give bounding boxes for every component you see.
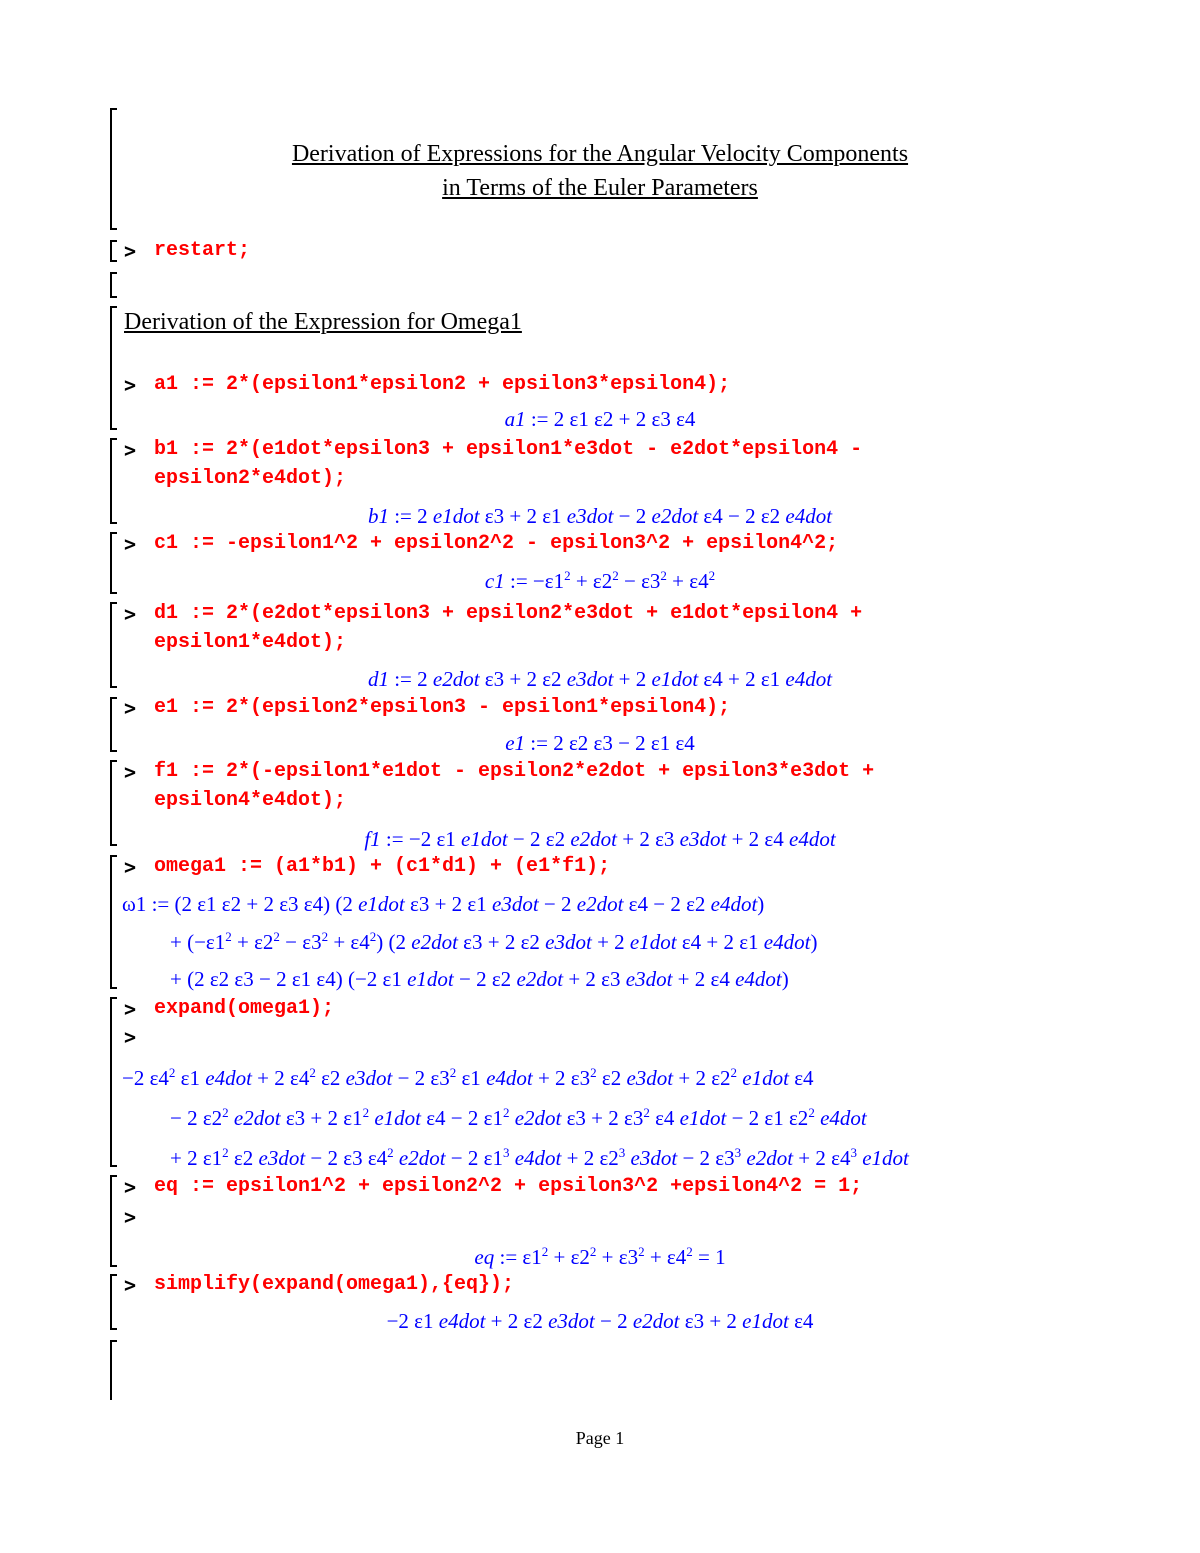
- section-title: Derivation of the Expression for Omega1: [124, 309, 522, 335]
- c1-output: c1 := $-\varepsilon 1^2 + \varepsilon 2^2 - \varepsilon 3^2 + \varepsilon 4^2$: [484, 568, 716, 593]
- eq-input[interactable]: eq := epsilon1^2 + epsilon2^2 + epsilon3^2 +epsilon4^2 = 1;: [154, 1175, 863, 1198]
- b1-output: b1 := 2 e1dot ε3 + 2 ε1 e3dot − 2 e2dot ε4 − 2 ε2 e4dot: [367, 504, 833, 528]
- input-prompt: >: [124, 1175, 137, 1199]
- a1-input[interactable]: a1 := 2*(epsilon1*epsilon2 + epsilon3*epsilon4);: [154, 373, 731, 396]
- input-prompt: >: [124, 532, 137, 556]
- group-bracket-empty: [110, 272, 112, 298]
- group-bracket-trailing: [110, 1340, 112, 1400]
- input-prompt: >: [124, 438, 137, 462]
- omega1-output-line2: + $(-\varepsilon 1^2 + \varepsilon 2^2 - \varepsilon 3^2 + \varepsilon 4^2)$ (2 e2dot ε3 + 2 ε2 e3dot + 2 e1dot ε4 + 2 ε1 e4dot): [170, 929, 818, 954]
- input-prompt: >: [124, 997, 137, 1021]
- a1-output: a1 := 2 ε1 ε2 + 2 ε3 ε4: [504, 407, 696, 431]
- input-prompt: >: [124, 239, 137, 263]
- input-prompt-empty[interactable]: >: [124, 1205, 137, 1229]
- input-prompt: >: [124, 373, 137, 397]
- input-prompt: >: [124, 696, 137, 720]
- expand-output-line3: + 2 $\varepsilon 1^2$ ε2 e3dot − 2 ε3 $\varepsilon 4^2$ e2dot − 2 $\varepsilon 1^3$ e4dot + 2 $\varepsilon 2^3$ e3dot − 2 $\varepsilon 3^3$ e2dot + 2 $\varepsilon 4^3$ e1dot: [170, 1145, 909, 1170]
- restart-command[interactable]: restart;: [154, 239, 251, 262]
- d1-output: d1 := 2 e2dot ε3 + 2 ε2 e3dot + 2 e1dot ε4 + 2 ε1 e4dot: [367, 667, 833, 691]
- page-number: Page 1: [575, 1428, 625, 1448]
- f1-input-line2[interactable]: epsilon4*e4dot);: [154, 789, 347, 812]
- expand-output-line1: −2 $\varepsilon 4^2$ ε1 e4dot + 2 $\varepsilon 4^2$ ε2 e3dot − 2 $\varepsilon 3^2$ ε1 e4dot + 2 $\varepsilon 3^2$ ε2 e3dot + 2 $\varepsilon 2^2$ e1dot ε4: [122, 1065, 814, 1090]
- e1-input[interactable]: e1 := 2*(epsilon2*epsilon3 - epsilon1*epsilon4);: [154, 696, 731, 719]
- d1-input-line1[interactable]: d1 := 2*(e2dot*epsilon3 + epsilon2*e3dot + e1dot*epsilon4 +: [154, 602, 863, 625]
- document-title-line1: Derivation of Expressions for the Angular Velocity Components: [291, 141, 909, 167]
- f1-input-line1[interactable]: f1 := 2*(-epsilon1*e1dot - epsilon2*e2dot + epsilon3*e3dot +: [154, 760, 875, 783]
- omega1-output-line1: ω1 := (2 ε1 ε2 + 2 ε3 ε4) (2 e1dot ε3 + 2 ε1 e3dot − 2 e2dot ε4 − 2 ε2 e4dot): [122, 892, 765, 916]
- b1-input-line1[interactable]: b1 := 2*(e1dot*epsilon3 + epsilon1*e3dot - e2dot*epsilon4 -: [154, 438, 863, 461]
- document-title-line2: in Terms of the Euler Parameters: [442, 175, 758, 201]
- simplify-output: −2 ε1 e4dot + 2 ε2 e3dot − 2 e2dot ε3 + 2 e1dot ε4: [386, 1309, 814, 1333]
- group-bracket-omega1: [110, 855, 112, 989]
- omega1-input[interactable]: omega1 := (a1*b1) + (c1*d1) + (e1*f1);: [154, 855, 611, 878]
- group-bracket-restart: [110, 240, 112, 262]
- input-prompt: >: [124, 602, 137, 626]
- d1-input-line2[interactable]: epsilon1*e4dot);: [154, 631, 347, 654]
- f1-output: f1 := −2 ε1 e1dot − 2 ε2 e2dot + 2 ε3 e3dot + 2 ε4 e4dot: [364, 827, 836, 851]
- input-prompt: >: [124, 1273, 137, 1297]
- group-bracket-expand: [110, 997, 112, 1167]
- expand-output-line2: − 2 $\varepsilon 2^2$ e2dot ε3 + 2 $\varepsilon 1^2$ e1dot ε4 − 2 $\varepsilon 1^2$ e2dot ε3 + 2 $\varepsilon 3^2$ ε4 e1dot − 2 ε1 $\varepsilon 2^2$ e4dot: [170, 1105, 867, 1130]
- c1-input[interactable]: c1 := -epsilon1^2 + epsilon2^2 - epsilon3^2 + epsilon4^2;: [154, 532, 839, 555]
- input-prompt: >: [124, 760, 137, 784]
- input-prompt: >: [124, 855, 137, 879]
- b1-input-line2[interactable]: epsilon2*e4dot);: [154, 467, 347, 490]
- input-prompt-empty[interactable]: >: [124, 1025, 137, 1049]
- omega1-output-line3: + (2 ε2 ε3 − 2 ε1 ε4) (−2 ε1 e1dot − 2 ε2 e2dot + 2 ε3 e3dot + 2 ε4 e4dot): [170, 967, 789, 991]
- e1-output: e1 := 2 ε2 ε3 − 2 ε1 ε4: [505, 731, 695, 755]
- simplify-input[interactable]: simplify(expand(omega1),{eq});: [154, 1273, 515, 1296]
- expand-input[interactable]: expand(omega1);: [154, 997, 335, 1020]
- eq-output: eq := $\varepsilon 1^2 + \varepsilon 2^2 + \varepsilon 3^2 + \varepsilon 4^2 = 1$: [474, 1244, 726, 1269]
